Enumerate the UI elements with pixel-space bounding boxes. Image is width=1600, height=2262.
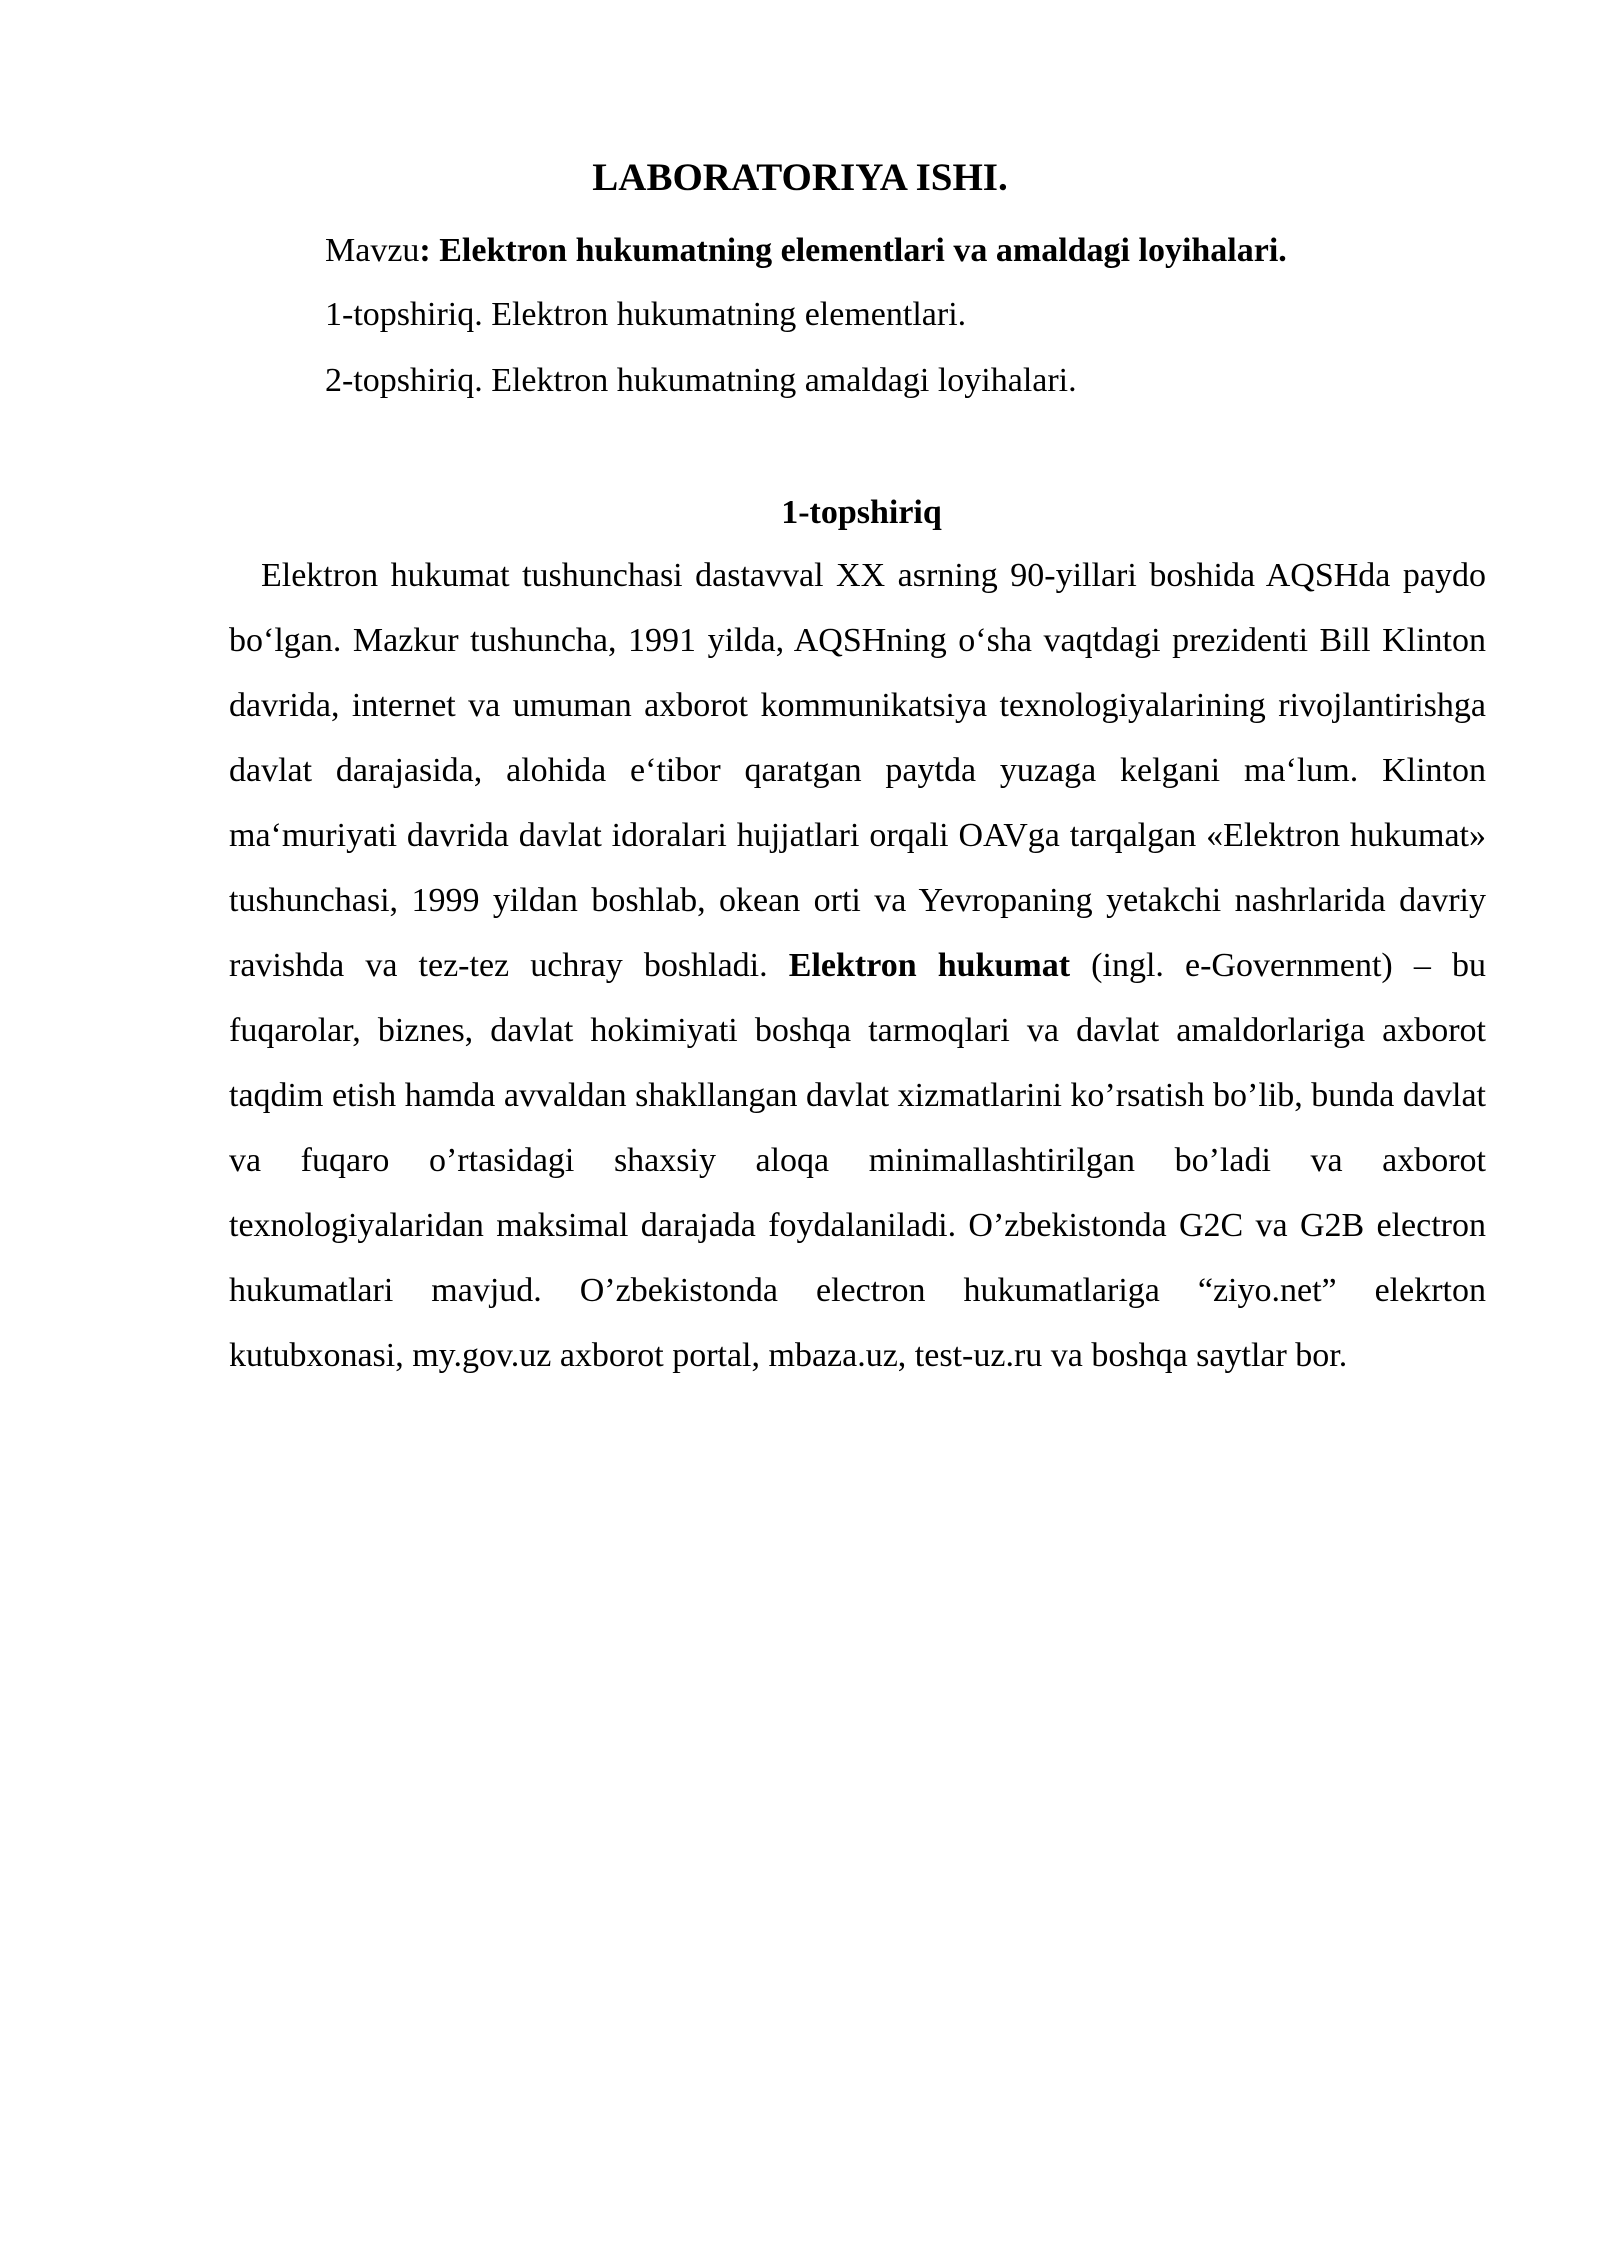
document-title: LABORATORIYA ISHI. bbox=[592, 156, 1008, 199]
section-paragraph bbox=[229, 543, 1486, 1388]
task-1-line: 1-topshiriq. Elektron hukumatning elementlari. bbox=[325, 296, 967, 333]
paragraph-text-part1: Elektron hukumat tushunchasi dastavval XX asrning 90-yillari boshida AQSHda paydo bo‘lgan. Mazkur tushuncha, 1991 yilda, AQSHning o‘sha vaqtdagi prezidenti Bill Klinton davrida, internet va umuman axborot kommunikatsiya texnologiyalarining rivojlantirishga davlat darajasida, alohida e‘tibor qaratgan paytda yuzaga kelgani ma‘lum. Klinton ma‘muriyati davrida davlat idoralari hujjatlari orqali OAVga tarqalgan «Elektron hukumat» tushunchasi, 1999 yildan boshlab, okean orti va Yevropaning yetakchi nashrlarida davriy ravishda va tez-tez uchray boshladi. bbox=[229, 557, 1486, 984]
paragraph-text-part2: (ingl. e-Government) – bu fuqarolar, biznes, davlat hokimiyati boshqa tarmoqlari va davlat amaldorlariga axborot taqdim etish hamda avvaldan shakllangan davlat xizmatlarini ko’rsatish bo’lib, bunda davlat va fuqaro o’rtasidagi shaxsiy aloqa minimallashtirilgan bo’ladi va axborot texnologiyalaridan maksimal darajada foydalaniladi. O’zbekistonda G2C va G2B electron hukumatlari mavjud. O’zbekistonda electron hukumatlariga “ziyo.net” elekrton kutubxonasi, my.gov.uz axborot portal, mbaza.uz, test-uz.ru va boshqa saytlar bor. bbox=[229, 947, 1486, 1374]
topic-label: Mavzu bbox=[325, 232, 420, 269]
paragraph-bold-term: Elektron hukumat bbox=[788, 947, 1071, 984]
section-heading: 1-topshiriq bbox=[781, 494, 942, 531]
topic-value: : Elektron hukumatning elementlari va amaldagi loyihalari. bbox=[419, 232, 1287, 269]
task-2-line: 2-topshiriq. Elektron hukumatning amaldagi loyihalari. bbox=[325, 362, 1077, 399]
topic-line bbox=[325, 228, 1287, 274]
